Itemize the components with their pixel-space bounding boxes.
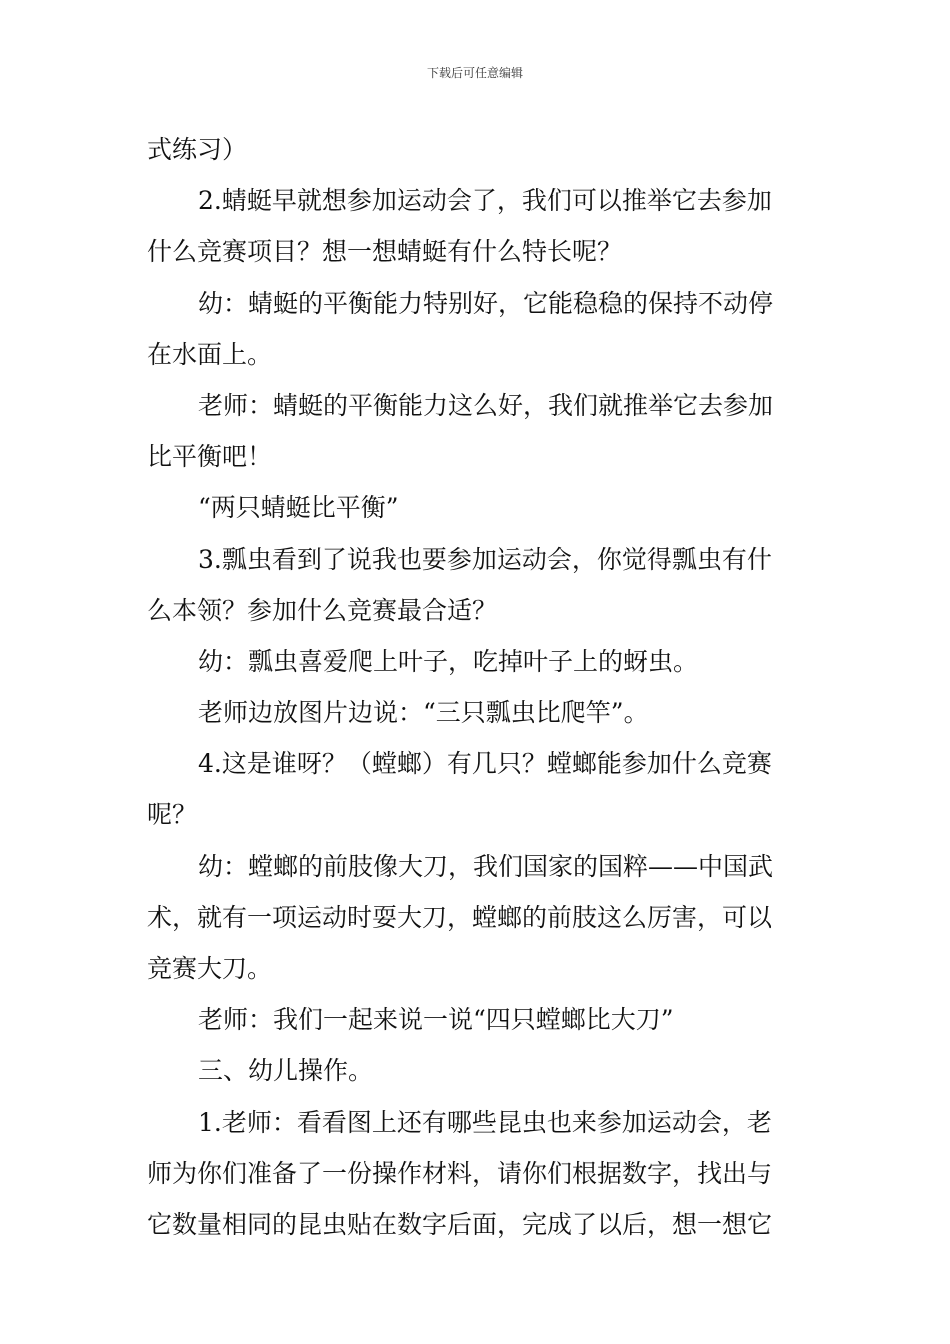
text-line: 它数量相同的昆虫贴在数字后面，完成了以后，想一想它 (147, 1209, 773, 1239)
page-header: 下载后可任意编辑 (426, 66, 523, 80)
text-line: 幼：蜻蜓的平衡能力特别好，它能稳稳的保持不动停 (198, 288, 774, 318)
text-line: 幼：螳螂的前肢像大刀，我们国家的国粹——中国武 (198, 851, 774, 881)
text-line: 呢？ (147, 800, 198, 830)
text-line: 竞赛大刀。 (147, 954, 273, 983)
text-line: 老师：蜻蜓的平衡能力这么好，我们就推举它去参加 (198, 390, 774, 420)
text-line: “两只蜻蜓比平衡” (198, 493, 399, 523)
document-body (147, 124, 807, 1250)
text-line: 幼：瓢虫喜爱爬上叶子，吃掉叶子上的蚜虫。 (198, 646, 699, 676)
text-line: 2.蜻蜓早就想参加运动会了，我们可以推举它去参加 (198, 186, 772, 216)
text-line: 4.这是谁呀？（螳螂）有几只？螳螂能参加什么竞赛 (198, 749, 772, 779)
text-line: 式练习） (147, 135, 248, 164)
text-line: 三、幼儿操作。 (198, 1056, 374, 1086)
text-line: 么本领？参加什么竞赛最合适？ (147, 595, 498, 625)
text-line: 什么竞赛项目？想一想蜻蜓有什么特长呢？ (147, 237, 623, 267)
text-line: 比平衡吧！ (147, 442, 273, 472)
text-line: 1.老师：看看图上还有哪些昆虫也来参加运动会，老 (198, 1107, 772, 1137)
text-line: 师为你们准备了一份操作材料，请你们根据数字，找出与 (147, 1158, 773, 1188)
text-line: 3.瓢虫看到了说我也要参加运动会，你觉得瓢虫有什 (198, 544, 772, 574)
text-line: 在水面上。 (147, 339, 273, 369)
text-line: 术，就有一项运动时耍大刀，螳螂的前肢这么厉害，可以 (147, 902, 773, 932)
text-line: 老师：我们一起来说一说“四只螳螂比大刀” (198, 1005, 674, 1035)
text-line: 老师边放图片边说：“三只瓢虫比爬竿”。 (198, 698, 649, 728)
